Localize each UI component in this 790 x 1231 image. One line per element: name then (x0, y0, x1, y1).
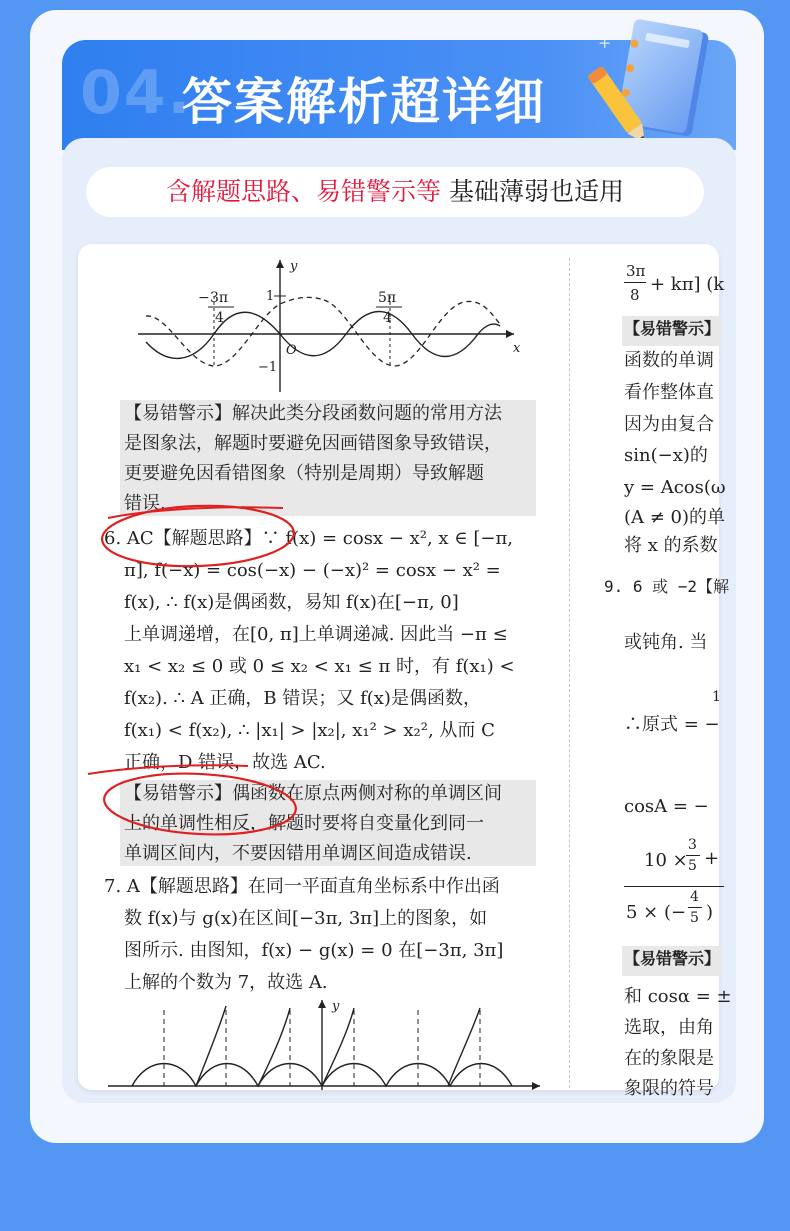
r20: 在的象限是 (624, 1048, 714, 1069)
q7-line-1: 7. A【解题思路】在同一平面直角坐标系中作出函 (104, 876, 500, 897)
r16-den: 5 (690, 910, 699, 926)
warning-2-line-2: 上的单调性相反，解题时要将自变量化到同一 (124, 813, 484, 834)
r15-plus: + (704, 848, 720, 869)
r16-a: 5 × (− (626, 902, 687, 923)
r11: 或钝角. 当 (624, 632, 708, 653)
r16-fraction-bar (688, 907, 702, 908)
warning-1-line-1: 【易错警示】解决此类分段函数问题的常用方法 (124, 403, 502, 424)
subtitle-highlight: 含解题思路、易错警示等 (166, 177, 442, 206)
r18: 和 cosα = ± (624, 986, 732, 1007)
r21: 象限的符号 (624, 1078, 714, 1099)
q6-line-7: f(x₁) < f(x₂), ∴ |x₁| > |x₂|, x₁² > x₂², 从而 C (124, 720, 495, 741)
tick-right-den: 4 (383, 310, 392, 326)
section-title: 答案解析超详细 (182, 73, 546, 131)
r1-rest: + kπ] (k (650, 274, 725, 295)
r15-main-bar (624, 886, 724, 887)
r3: 函数的单调 (624, 350, 714, 371)
q7-line-4: 上解的个数为 7，故选 A. (124, 972, 328, 993)
svg-text:+: + (598, 33, 612, 52)
notebook-pencil-icon (580, 12, 720, 152)
r7: y = Acos(ω (624, 477, 726, 498)
r6: sin(−x)的 (624, 445, 708, 466)
tick-left-num: 3π (210, 290, 229, 306)
warning-2-line-3: 单调区间内，不要因错用单调区间造成错误. (124, 843, 472, 864)
warning-1-line-3: 更要避免因看错图象（特别是周期）导致解题 (124, 463, 484, 484)
r1-num: 3π (626, 262, 646, 280)
y-tick-1: 1 (266, 289, 275, 304)
tick-left-den: 4 (215, 310, 224, 326)
y-axis-label: y (290, 259, 298, 274)
q6-line-6: f(x₂). ∴ A 正确，B 错误；又 f(x)是偶函数， (124, 688, 481, 709)
r5: 因为由复合 (624, 414, 714, 435)
r15-den: 5 (688, 858, 697, 874)
r2-warning-label: 【易错警示】 (624, 319, 721, 338)
graph2-y-label: y (332, 999, 340, 1014)
section-number: 04. (80, 58, 193, 128)
warning-2-line-1: 【易错警示】偶函数在原点两侧对称的单调区间 (124, 783, 502, 804)
q6-line-1: 6. AC【解题思路】∵ f(x) = cosx − x², x ∈ [−π, (104, 528, 513, 549)
warning-1-line-4: 错误. (124, 493, 166, 514)
intersection-graph (108, 996, 548, 1090)
subtitle-pill (86, 167, 704, 217)
q6-line-4: 上单调递增，在[0, π]上单调递减. 因此当 −π ≤ (124, 624, 508, 645)
red-annotation-marks (78, 244, 378, 844)
r1-den: 8 (630, 286, 640, 304)
r15-num: 3 (688, 837, 697, 853)
r15-a: 10 × (644, 850, 688, 871)
r12: 1 (712, 689, 721, 705)
q6-line-8: 正确，D 错误，故选 AC. (124, 752, 326, 773)
x-axis-label: x (513, 341, 521, 356)
tick-right-num: 5π (378, 290, 397, 306)
r8: (A ≠ 0)的单 (624, 507, 726, 528)
y-tick-neg1: −1 (258, 360, 278, 375)
r13: ∴原式 = − (624, 714, 720, 735)
r16-num: 4 (690, 889, 699, 905)
r4: 看作整体直 (624, 382, 714, 403)
origin-label: O (286, 343, 297, 358)
r16-b: ) (706, 902, 714, 923)
tick-left-sign: − (198, 290, 210, 306)
column-divider (569, 258, 570, 1088)
subtitle-rest: 基础薄弱也适用 (441, 177, 624, 206)
q6-line-3: f(x), ∴ f(x)是偶函数，易知 f(x)在[−π, 0] (124, 592, 459, 613)
r15-fraction-bar (686, 855, 700, 856)
r1-fraction-bar (624, 282, 646, 283)
warning-1-line-2: 是图象法，解题时要避免因画错图象导致错误， (124, 433, 502, 454)
answer-page (78, 244, 732, 1099)
q6-line-5: x₁ < x₂ ≤ 0 或 0 ≤ x₂ < x₁ ≤ π 时，有 f(x₁) < (124, 656, 515, 677)
r10: 9. 6 或 −2【解 (604, 577, 730, 596)
r19: 选取，由角 (624, 1017, 714, 1038)
r17-warning-label: 【易错警示】 (624, 949, 721, 968)
q6-line-2: π], f(−x) = cos(−x) − (−x)² = cosx − x² = (124, 560, 501, 581)
q7-line-2: 数 f(x)与 g(x)在区间[−3π, 3π]上的图象，如 (124, 908, 488, 929)
r9: 将 x 的系数 (624, 535, 718, 556)
q7-line-3: 图所示. 由图知，f(x) − g(x) = 0 在[−3π, 3π] (124, 940, 504, 961)
r14: cosA = − (624, 796, 709, 817)
